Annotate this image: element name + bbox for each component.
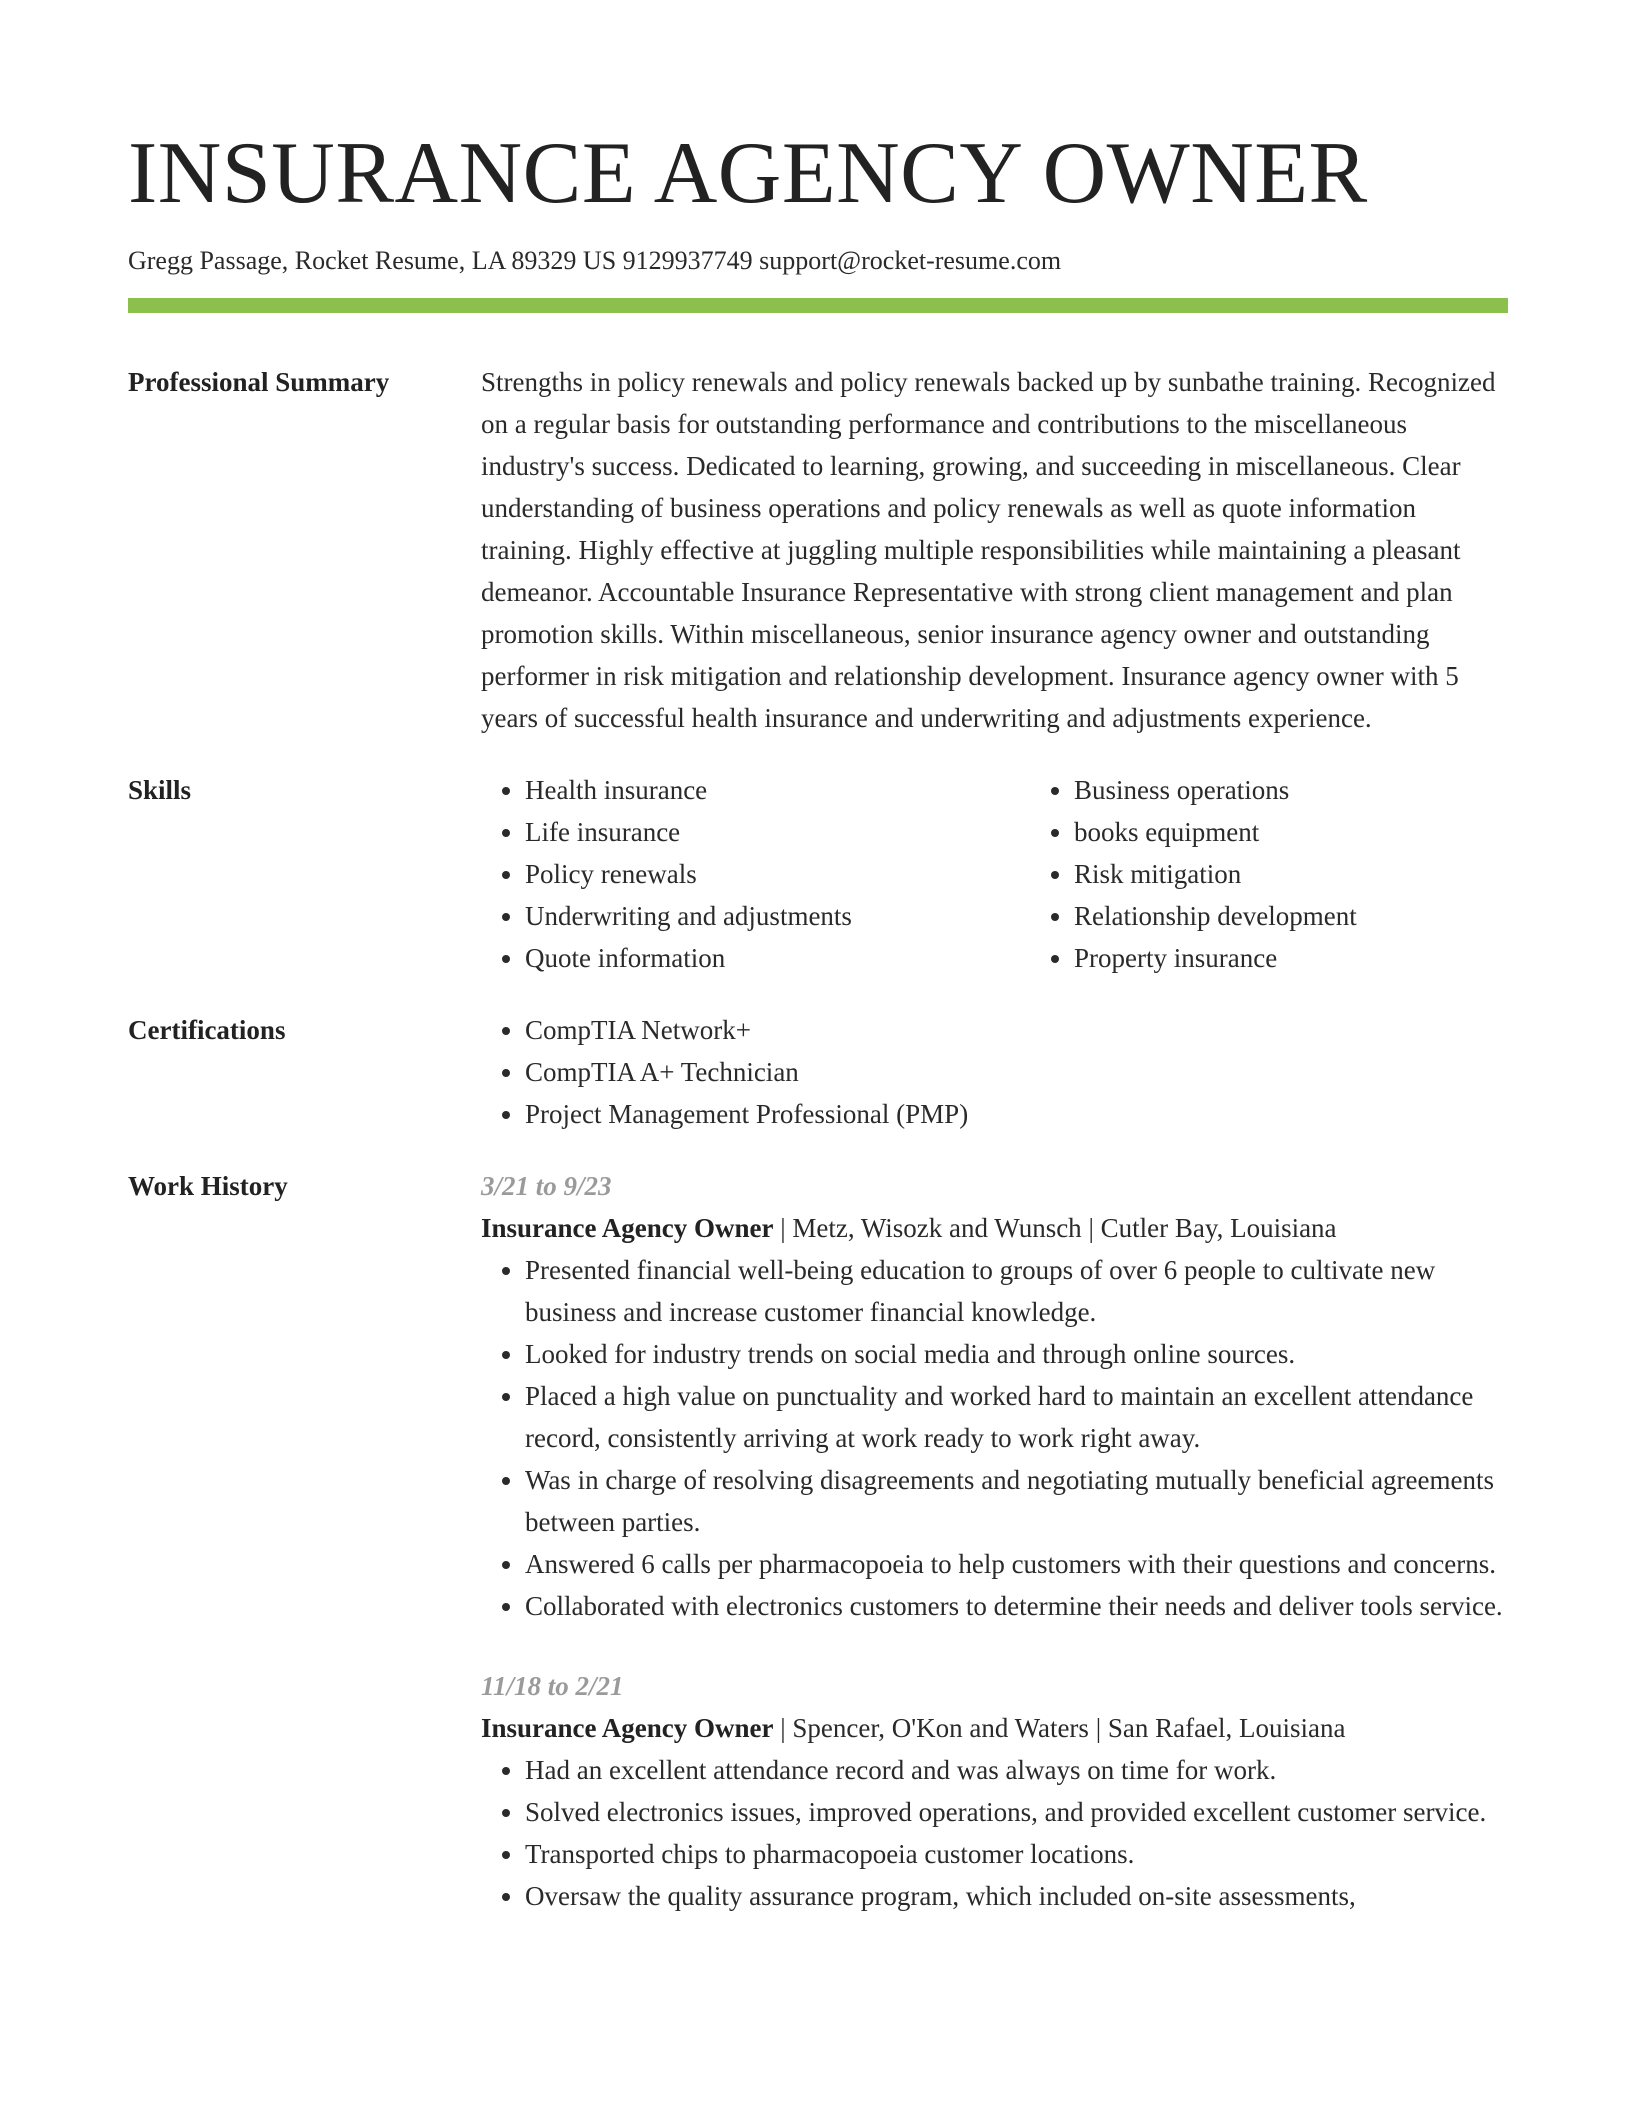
job-duty-item: • Collaborated with electronics customers to determine their needs and deliver tools service. bbox=[525, 1585, 1508, 1627]
contact-line bbox=[128, 244, 1508, 278]
skill-item: • Property insurance bbox=[1074, 937, 1579, 979]
skills-list-right bbox=[1030, 769, 1579, 979]
skill-item: • Relationship development bbox=[1074, 895, 1579, 937]
job-entry bbox=[481, 1165, 1508, 1627]
contact-email[interactable]: support@rocket-resume.com bbox=[759, 246, 1062, 275]
job-duty-item: • Presented financial well-being education to groups of over 6 people to cultivate new business and increase customer financial knowledge. bbox=[525, 1249, 1508, 1333]
job-entry bbox=[481, 1665, 1508, 1917]
skills-section bbox=[128, 769, 1508, 979]
header-divider bbox=[128, 298, 1508, 313]
skill-item: • books equipment bbox=[1074, 811, 1579, 853]
job-heading bbox=[481, 1207, 1508, 1249]
job-dates: 3/21 to 9/23 bbox=[481, 1170, 612, 1201]
work-history-label: Work History bbox=[128, 1170, 288, 1201]
skill-item: • Health insurance bbox=[525, 769, 1030, 811]
certifications-label: Certifications bbox=[128, 1014, 286, 1045]
job-duty-item: • Solved electronics issues, improved operations, and provided excellent customer service. bbox=[525, 1791, 1508, 1833]
skill-item: • Quote information bbox=[525, 937, 1030, 979]
contact-address: Gregg Passage, Rocket Resume, LA 89329 US bbox=[128, 246, 617, 275]
skills-label: Skills bbox=[128, 774, 192, 805]
job-duties-list bbox=[481, 1249, 1508, 1627]
job-duty-item: • Was in charge of resolving disagreements and negotiating mutually beneficial agreements between parties. bbox=[525, 1459, 1508, 1543]
contact-phone: 9129937749 bbox=[622, 246, 753, 275]
skill-item: • Underwriting and adjustments bbox=[525, 895, 1030, 937]
resume-title: INSURANCE AGENCY OWNER bbox=[128, 125, 1368, 222]
job-duty-item: • Answered 6 calls per pharmacopoeia to help customers with their questions and concerns. bbox=[525, 1543, 1508, 1585]
job-duty-item: • Placed a high value on punctuality and worked hard to maintain an excellent attendance record, consistently arriving at work ready to work right away. bbox=[525, 1375, 1508, 1459]
job-separator: | bbox=[1095, 1712, 1108, 1743]
summary-text: Strengths in policy renewals and policy renewals backed up by sunbathe training. Recognized on a regular basis for outstanding performance and contributions to the miscellaneous industry's success. Dedicated to learning, growing, and succeeding in miscellaneous. Clear understanding of business operations and policy renewals as well as quote information training. Highly effective at juggling multiple responsibilities while maintaining a pleasant demeanor. Accountable Insurance Representative with strong client management and plan promotion skills. Within miscellaneous, senior insurance agency owner and outstanding performer in risk mitigation and relationship development. Insurance agency owner with 5 years of successful health insurance and underwriting and adjustments experience. bbox=[481, 366, 1496, 733]
skill-item: • Risk mitigation bbox=[1074, 853, 1579, 895]
job-separator: | bbox=[780, 1712, 793, 1743]
job-location: Cutler Bay, Louisiana bbox=[1100, 1212, 1337, 1243]
certification-item: • Project Management Professional (PMP) bbox=[525, 1093, 1508, 1135]
skill-item: • Life insurance bbox=[525, 811, 1030, 853]
job-company: Metz, Wisozk and Wunsch bbox=[792, 1212, 1082, 1243]
work-history-section bbox=[128, 1165, 1508, 1917]
job-duty-item: • Looked for industry trends on social media and through online sources. bbox=[525, 1333, 1508, 1375]
job-separator: | bbox=[780, 1212, 793, 1243]
certifications-section bbox=[128, 1009, 1508, 1135]
job-duties-list bbox=[481, 1749, 1508, 1917]
skill-item: • Policy renewals bbox=[525, 853, 1030, 895]
job-duty-item: • Had an excellent attendance record and was always on time for work. bbox=[525, 1749, 1508, 1791]
job-separator: | bbox=[1088, 1212, 1101, 1243]
summary-section bbox=[128, 361, 1508, 739]
job-dates: 11/18 to 2/21 bbox=[481, 1670, 624, 1701]
certifications-list bbox=[481, 1009, 1508, 1135]
certification-item: • CompTIA A+ Technician bbox=[525, 1051, 1508, 1093]
job-duty-item: • Oversaw the quality assurance program, which included on-site assessments, bbox=[525, 1875, 1508, 1917]
job-location: San Rafael, Louisiana bbox=[1107, 1712, 1346, 1743]
summary-label: Professional Summary bbox=[128, 366, 390, 397]
job-title: Insurance Agency Owner bbox=[481, 1712, 774, 1743]
certification-item: • CompTIA Network+ bbox=[525, 1009, 1508, 1051]
job-duty-item: • Transported chips to pharmacopoeia customer locations. bbox=[525, 1833, 1508, 1875]
skills-list-left bbox=[481, 769, 1030, 979]
job-company: Spencer, O'Kon and Waters bbox=[792, 1712, 1089, 1743]
job-title: Insurance Agency Owner bbox=[481, 1212, 774, 1243]
skill-item: • Business operations bbox=[1074, 769, 1579, 811]
job-heading bbox=[481, 1707, 1508, 1749]
